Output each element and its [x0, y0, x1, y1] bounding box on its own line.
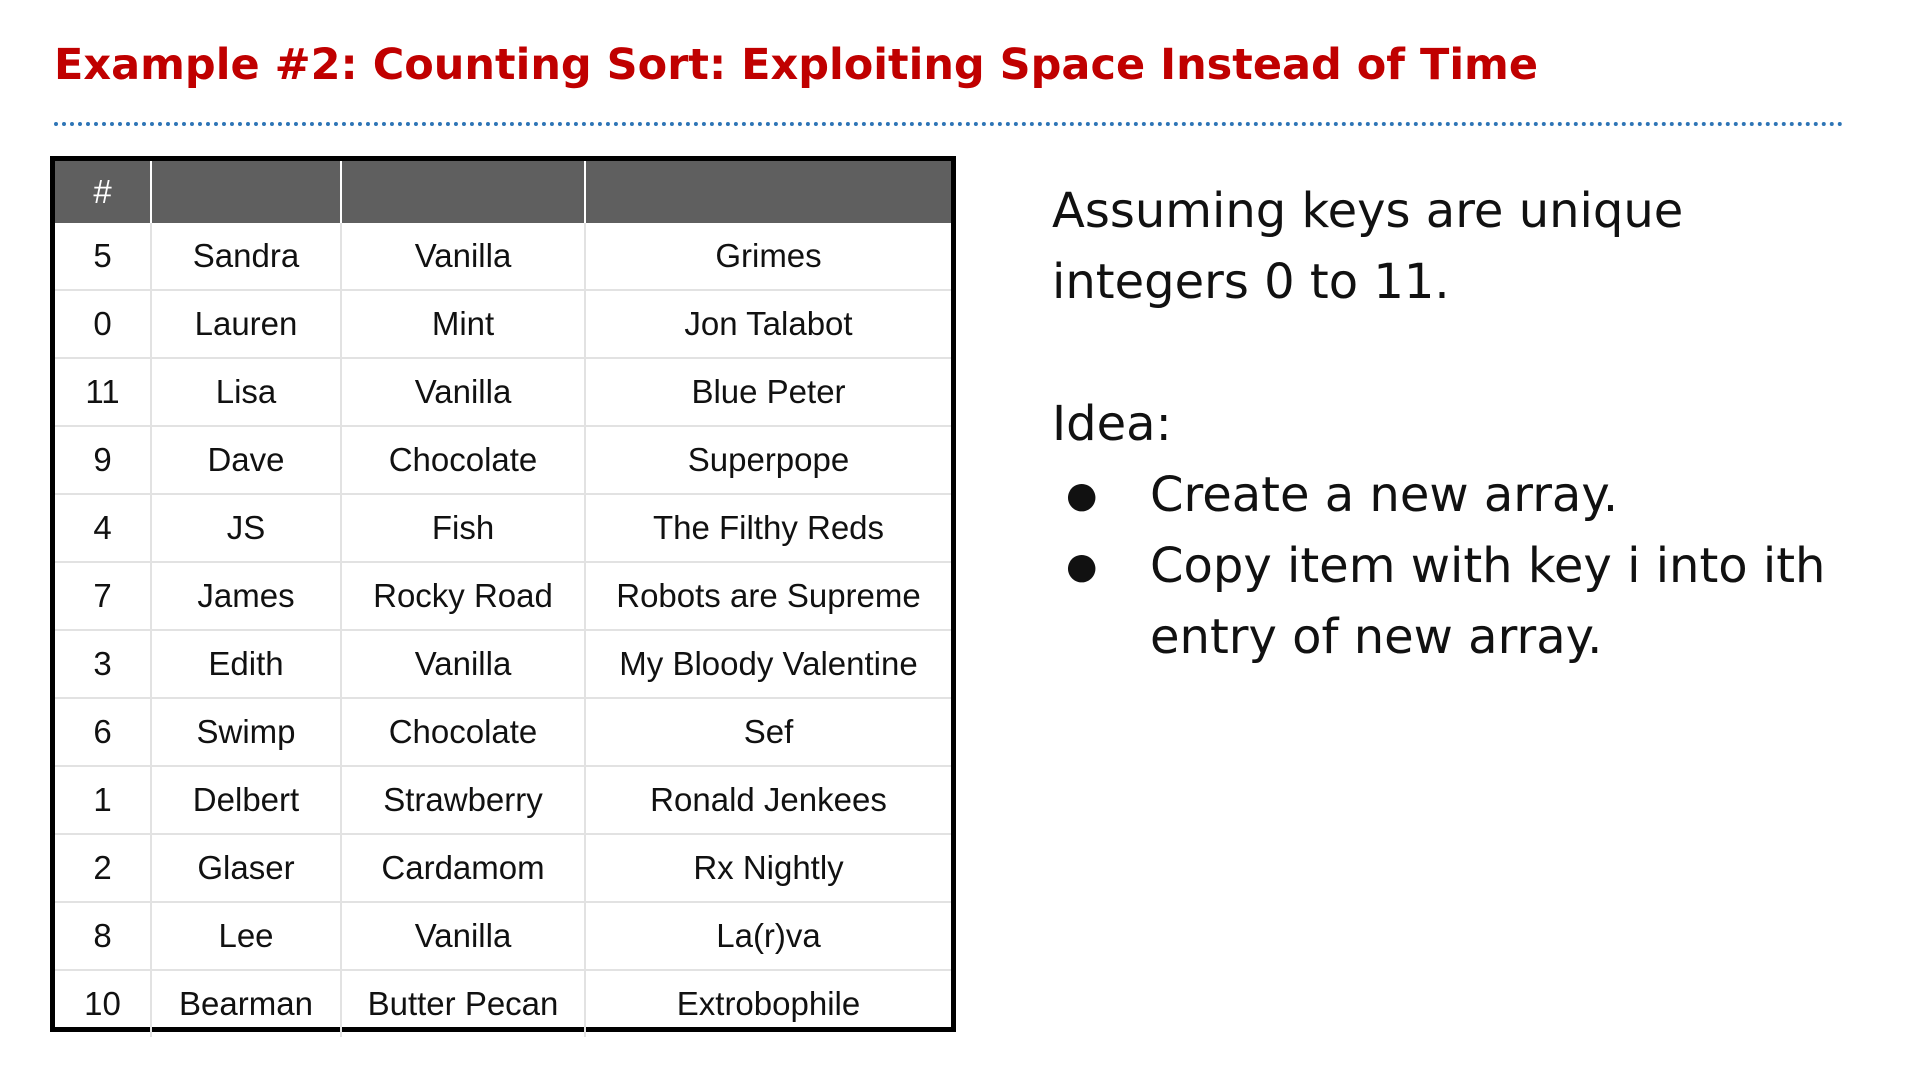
cell-flavor: Vanilla [341, 358, 585, 426]
table-row [55, 562, 951, 630]
cell-name: Dave [151, 426, 341, 494]
cell-band: Sef [585, 698, 951, 766]
table-row [55, 834, 951, 902]
cell-band: Extrobophile [585, 970, 951, 1037]
cell-flavor: Vanilla [341, 630, 585, 698]
cell-band: Robots are Supreme [585, 562, 951, 630]
table-row [55, 223, 951, 290]
cell-key: 0 [55, 290, 151, 358]
table-row [55, 698, 951, 766]
cell-band: The Filthy Reds [585, 494, 951, 562]
cell-name: JS [151, 494, 341, 562]
cell-key: 4 [55, 494, 151, 562]
table-row [55, 494, 951, 562]
cell-flavor: Fish [341, 494, 585, 562]
cell-name: Glaser [151, 834, 341, 902]
cell-name: Edith [151, 630, 341, 698]
cell-flavor: Butter Pecan [341, 970, 585, 1037]
cell-band: My Bloody Valentine [585, 630, 951, 698]
cell-key: 6 [55, 698, 151, 766]
table-row [55, 358, 951, 426]
table-row [55, 902, 951, 970]
list-item [1052, 460, 1870, 531]
header-band [585, 161, 951, 223]
table-row [55, 970, 951, 1037]
cell-key: 1 [55, 766, 151, 834]
cell-band: Ronald Jenkees [585, 766, 951, 834]
slide-title: Example #2: Counting Sort: Exploiting Space Instead of Time [54, 40, 1539, 90]
table-row [55, 766, 951, 834]
header-key: # [55, 161, 151, 223]
cell-flavor: Strawberry [341, 766, 585, 834]
cell-name: Swimp [151, 698, 341, 766]
table-row [55, 426, 951, 494]
records-table-frame [50, 156, 956, 1032]
cell-flavor: Mint [341, 290, 585, 358]
cell-key: 11 [55, 358, 151, 426]
cell-key: 3 [55, 630, 151, 698]
cell-band: Jon Talabot [585, 290, 951, 358]
cell-flavor: Rocky Road [341, 562, 585, 630]
header-flavor [341, 161, 585, 223]
table-header-row [55, 161, 951, 223]
records-table [55, 161, 951, 1037]
cell-key: 2 [55, 834, 151, 902]
cell-name: Lauren [151, 290, 341, 358]
cell-name: James [151, 562, 341, 630]
idea-heading: Idea: [1052, 396, 1172, 452]
assumption-text: Assuming keys are unique integers 0 to 11. [1052, 183, 1684, 310]
idea-list [1052, 460, 1872, 673]
idea-bullet-text: Create a new array. [1150, 467, 1619, 523]
cell-flavor: Vanilla [341, 223, 585, 290]
table-row [55, 630, 951, 698]
cell-flavor: Chocolate [341, 426, 585, 494]
cell-flavor: Chocolate [341, 698, 585, 766]
bullet-icon: ● [1066, 546, 1098, 587]
cell-band: Superpope [585, 426, 951, 494]
table-row [55, 290, 951, 358]
cell-band: Rx Nightly [585, 834, 951, 902]
cell-name: Bearman [151, 970, 341, 1037]
cell-key: 5 [55, 223, 151, 290]
cell-name: Lisa [151, 358, 341, 426]
cell-key: 8 [55, 902, 151, 970]
cell-name: Delbert [151, 766, 341, 834]
cell-band: La(r)va [585, 902, 951, 970]
cell-band: Grimes [715, 237, 822, 274]
cell-flavor: Cardamom [341, 834, 585, 902]
cell-key: 9 [55, 426, 151, 494]
cell-name: Lee [151, 902, 341, 970]
cell-name: Sandra [151, 223, 341, 290]
list-item [1052, 531, 1870, 673]
cell-band: Blue Peter [585, 358, 951, 426]
cell-key: 10 [55, 970, 151, 1037]
header-name [151, 161, 341, 223]
idea-bullet-text: Copy item with key i into ith entry of new array. [1150, 538, 1826, 665]
bullet-icon: ● [1066, 475, 1098, 516]
cell-key: 7 [55, 562, 151, 630]
cell-flavor: Vanilla [341, 902, 585, 970]
explanation-panel [1052, 176, 1872, 673]
title-divider [54, 122, 1844, 126]
